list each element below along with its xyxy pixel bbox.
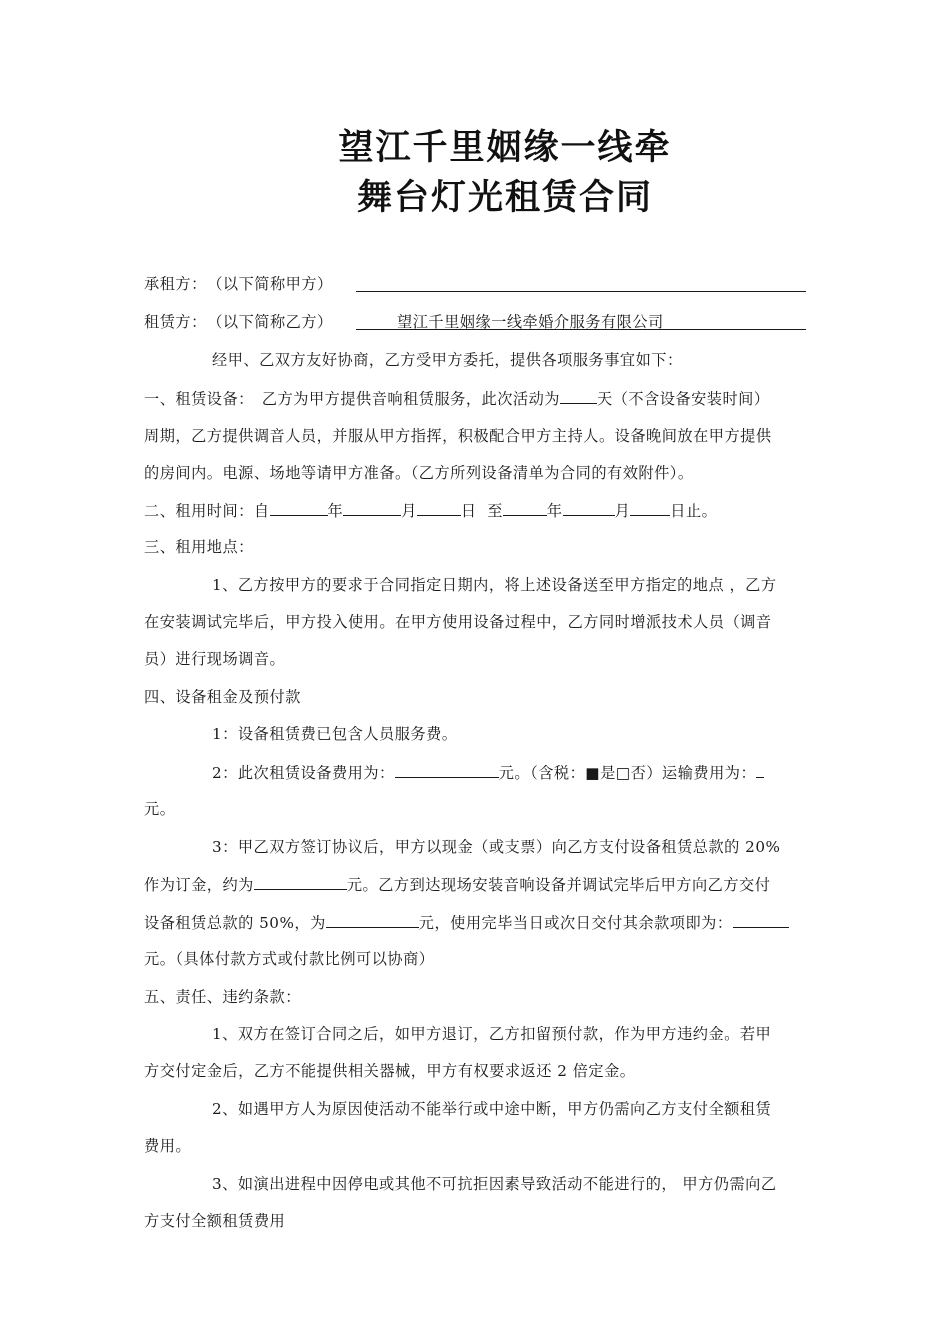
lessee-label: 承租方： （以下简称甲方） [144, 275, 333, 293]
section3-p1-line3: 员）进行现场调音。 [144, 650, 286, 668]
section5-p3-line1: 3、如演出进程中因停电或其他不可抗拒因素导致活动不能进行的， 甲方仍需向乙 [212, 1175, 777, 1193]
days-blank [560, 388, 597, 404]
rental-fee-blank [395, 762, 499, 778]
start-year-blank [270, 500, 328, 516]
section2-month1: 月 [401, 502, 417, 520]
lessor-name: 望江千里姻缘一线牵婚介服务有限公司 [397, 313, 664, 331]
section4-item3-l3-a: 设备租赁总款的 50%，为 [144, 914, 326, 932]
section4-item3-l2-a: 作为订金，约为 [144, 876, 254, 894]
section1-line1-b: 天（不含设备安装时间） [596, 390, 770, 408]
section2-month2: 月 [614, 502, 631, 520]
section3-heading: 三、租用地点： [144, 538, 254, 556]
mid-payment-blank [326, 912, 419, 928]
section4-heading: 四、设备租金及预付款 [144, 688, 301, 706]
section5-heading: 五、责任、违约条款： [144, 988, 301, 1006]
section3-p1-line1: 1、乙方按甲方的要求于合同指定日期内，将上述设备送至甲方指定的地点 ，乙方 [212, 576, 777, 594]
section5-p2-line2: 费用。 [144, 1137, 192, 1155]
section5-p1-line2: 方交付定金后，乙方不能提供相关器械，甲方有权要求返还 2 倍定金。 [144, 1062, 636, 1080]
lessor-label: 租赁方： （以下简称乙方） [144, 313, 333, 331]
section2-end: 日止。 [670, 502, 718, 520]
section2-day1: 日 [460, 502, 477, 520]
start-day-blank [417, 500, 461, 516]
section2-year2: 年 [546, 502, 563, 520]
section4-item2-c: 元。 [144, 800, 176, 818]
section4-item3-l2-b: 元。乙方到达现场安装音响设备并调试完毕后甲方向乙方交付 [346, 876, 771, 894]
end-year-blank [503, 500, 547, 516]
lessee-name-blank [356, 273, 806, 292]
section2-to: 至 [487, 502, 503, 520]
section4-item3-line1: 3：甲乙双方签订协议后，甲方以现金（或支票）向乙方支付设备租赁总款的 20% [212, 838, 781, 856]
balance-blank [733, 912, 789, 928]
section4-item2 [212, 762, 764, 783]
section5-p1-line1: 1、双方在签订合同之后，如甲方退订，乙方扣留预付款，作为甲方违约金。若甲 [212, 1025, 772, 1043]
section2-line [144, 500, 717, 521]
start-month-blank [343, 500, 401, 516]
deposit-amount-blank [254, 874, 347, 890]
section4-item1: 1：设备租赁费已包含人员服务费。 [212, 725, 458, 743]
title-line-2: 舞台灯光租赁合同 [356, 177, 653, 218]
end-day-blank [630, 500, 670, 516]
end-month-blank [563, 500, 615, 516]
section4-item2-b: 元。（含税：■是□否）运输费用为： [498, 764, 757, 782]
section4-item3-line3 [144, 912, 789, 933]
section3-p1-line2: 在安装调试完毕后，甲方投入使用。在甲方使用设备过程中，乙方同时增派技术人员（调音 [144, 613, 772, 631]
section1-line2: 周期，乙方提供调音人员，并服从甲方指挥，积极配合甲方主持人。设备晚间放在甲方提供 [144, 427, 772, 445]
section2-prefix: 二、租用时间：自 [144, 502, 270, 520]
section4-item3-line2 [144, 874, 770, 895]
section1-line3: 的房间内。电源、场地等请甲方准备。（乙方所列设备清单为合同的有效附件）。 [144, 464, 694, 482]
section1-line1-a: 一、租赁设备： 乙方为甲方提供音响租赁服务，此次活动为 [144, 390, 560, 408]
transport-fee-blank [756, 762, 764, 778]
title-line-1: 望江千里姻缘一线牵 [338, 127, 672, 168]
section4-item2-a: 2：此次租赁设备费用为： [212, 764, 395, 782]
section5-p2-line1: 2、如遇甲方人为原因使活动不能举行或中途中断，甲方仍需向乙方支付全额租赁 [212, 1100, 772, 1118]
section4-item3-l3-b: 元，使用完毕当日或次日交付其余款项即为： [418, 914, 733, 932]
section4-item3-line4: 元。（具体付款方式或付款比例可以协商） [144, 950, 435, 968]
intro-text: 经甲、乙双方友好协商，乙方受甲方委托，提供各项服务事宜如下： [212, 351, 683, 369]
section1-line1 [144, 388, 770, 409]
section5-p3-line2: 方支付全额租赁费用 [144, 1212, 286, 1230]
section2-year1: 年 [327, 502, 344, 520]
